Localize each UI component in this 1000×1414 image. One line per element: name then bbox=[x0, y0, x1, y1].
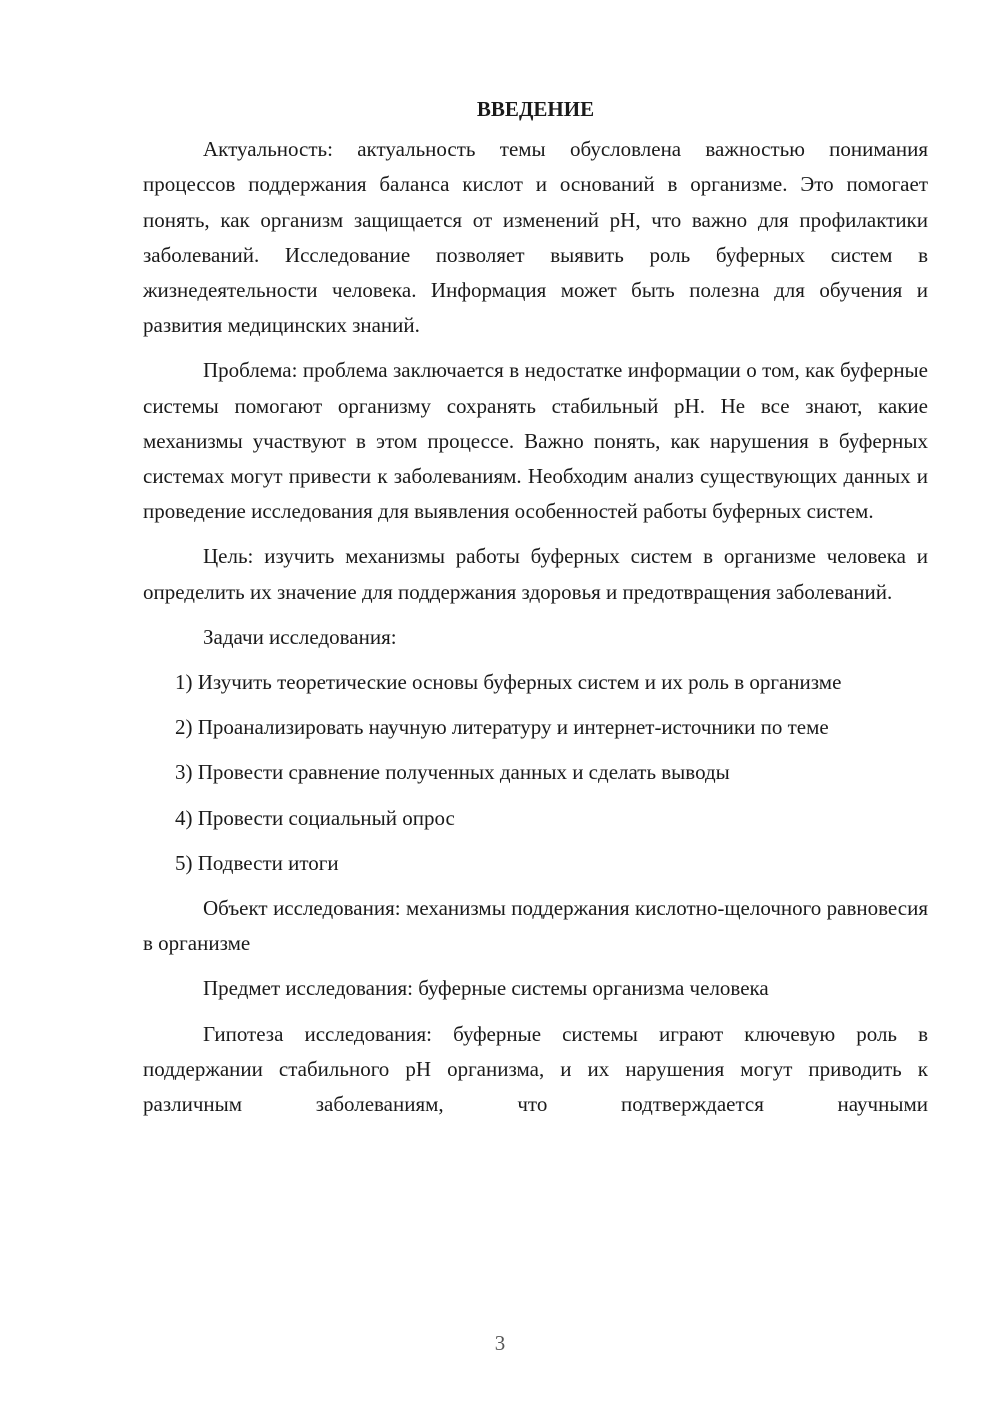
task-item-4: 4) Провести социальный опрос bbox=[175, 805, 455, 830]
page-number: 3 bbox=[494, 1331, 506, 1355]
task-item-3: 3) Провести сравнение полученных данных и сделать выводы bbox=[175, 760, 730, 785]
task-item-1: 1) Изучить теоретические основы буферных систем и их роль в организме bbox=[175, 670, 842, 695]
goal-paragraph: Цель: изучить механизмы работы буферных систем в организме человека и определить их значение для поддержания здоровья и предотвращения заболеваний. bbox=[143, 544, 928, 604]
tasks-title: Задачи исследования: bbox=[203, 624, 397, 649]
task-item-5: 5) Подвести итоги bbox=[175, 850, 339, 875]
object-paragraph: Объект исследования: механизмы поддержания кислотно-щелочного равновесия в организме bbox=[143, 896, 928, 956]
task-item-2: 2) Проанализировать научную литературу и интернет-источники по теме bbox=[175, 715, 829, 740]
document-page bbox=[143, 92, 928, 1132]
problem-paragraph: Проблема: проблема заключается в недостатке информации о том, как буферные системы помогают организму сохранять стабильный pH. Не все знают, какие механизмы участвуют в этом процессе. Важно понять, как нарушения в буферных системах могут привести к заболеваниям. Необходим анализ существующих данных и проведение исследования для выявления особенностей работы буферных систем. bbox=[143, 358, 928, 524]
relevance-paragraph: Актуальность: актуальность темы обусловлена важностью понимания процессов поддержания баланса кислот и оснований в организме. Это помогает понять, как организм защищается от изменений pH, что важно для профилактики заболеваний. Исследование позволяет выявить роль буферных систем в жизнедеятельности человека. Информация может быть полезна для обучения и развития медицинских знаний. bbox=[143, 137, 928, 338]
hypothesis-paragraph: Гипотеза исследования: буферные системы играют ключевую роль в поддержании стабильного pH организма, и их нарушения могут приводить к различным заболеваниям, что подтверждается научными bbox=[143, 1021, 928, 1117]
subject-paragraph: Предмет исследования: буферные системы организма человека bbox=[203, 976, 769, 1001]
section-heading: ВВЕДЕНИЕ bbox=[476, 97, 595, 121]
